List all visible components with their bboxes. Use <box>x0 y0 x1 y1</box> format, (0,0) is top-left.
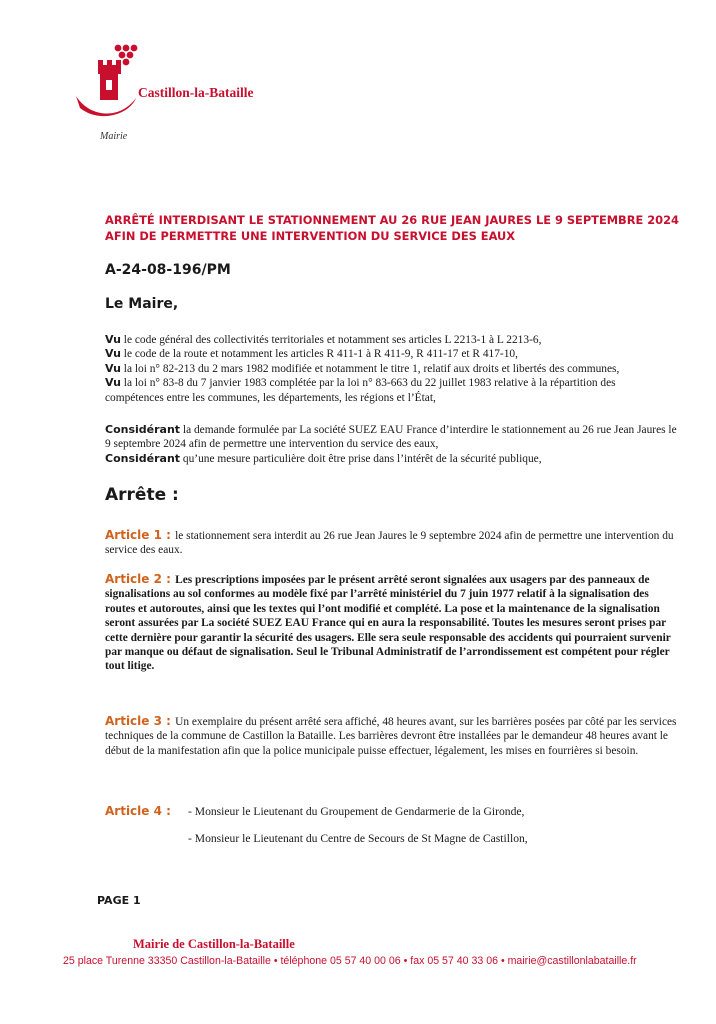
article-1-label: Article 1 <box>105 528 162 542</box>
decree-reference: A-24-08-196/PM <box>105 262 231 278</box>
article-4-label: Article 4 <box>105 804 162 818</box>
article-3: Article 3 : Un exemplaire du présent arrêté sera affiché, 48 heures avant, sur les barrières posées par côté par les services techniques de la commune de Castillon la Bataille. Les barrières devront être installées par le demandeur 48 heures avant le début de la manifestation afin que la police municipale puisse effectuer, légalement, les mises en fourrières si besoin. <box>105 714 677 757</box>
article-2-label: Article 2 <box>105 572 162 586</box>
article-2: Article 2 : Les prescriptions imposées par le présent arrêté seront signalées aux usagers par des panneaux de signalisations au sol conformes au modèle fixé par l’arrêté ministériel du 7 juin 1977 relatif à la signalisation des routes et autoroutes, ainsi que les textes qui l’ont modifié et complété. La pose et la maintenance de la signalisation seront assurées par La société SUEZ EAU France qui en aura la responsabilité. Toutes les mesures seront prises par cette dernière pour garantir la sécurité des usagers. Elle sera seule responsable des accidents qui pourraient survenir par manque ou défaut de signalisation. Seul le Tribunal Administratif de l’arrondissement est compétent pour régler tout litige. <box>105 572 671 673</box>
visa-line: Vu le code général des collectivités territoriales et notamment ses articles L 2213-1 à L 2213-6, <box>105 333 542 346</box>
consideration-line: Considérant qu’une mesure particulière doit être prise dans l’intérêt de la sécurité publique, <box>105 451 542 465</box>
consideration-line: Considérant la demande formulée par La société SUEZ EAU France d’interdire le stationnement au 26 rue Jean Jaures le 9 septembre 2024 afin de permettre une intervention du service des eaux, <box>105 423 677 451</box>
page-number: PAGE 1 <box>97 894 141 907</box>
footer-mairie-name: Mairie de Castillon-la-Bataille <box>133 937 295 951</box>
decree-title: ARRÊTÉ INTERDISANT LE STATIONNEMENT AU 26 RUE JEAN JAURES LE 9 SEPTEMBRE 2024 AFIN DE PERMETTRE UNE INTERVENTION DU SERVICE DES EAUX <box>105 213 679 243</box>
article-3-label: Article 3 <box>105 714 162 728</box>
logo-mairie-label: Mairie <box>100 131 128 142</box>
article-3-text: Un exemplaire du présent arrêté sera affiché, 48 heures avant, sur les barrières posées par côté par les services techniques de la commune de Castillon la Bataille. Les barrières devront être installées par le demandeur 48 heures avant le début de la manifestation afin que la police municipale puisse effectuer, légalement, les mises en fourrières si besoin. <box>105 716 677 757</box>
castle-logo-icon <box>70 38 150 128</box>
footer-address: 25 place Turenne 33350 Castillon-la-Bataille • téléphone 05 57 40 00 06 • fax 05 57 40 33 06 • mairie@castillonlabataille.fr <box>63 955 637 967</box>
decree-heading: Arrête : <box>105 485 179 505</box>
visa-line: Vu la loi n° 82-213 du 2 mars 1982 modifiée et notamment le titre 1, relatif aux droits et libertés des communes, <box>105 361 620 375</box>
article-4-item: - Monsieur le Lieutenant du Centre de Secours de St Magne de Castillon, <box>188 832 528 845</box>
article-1: Article 1 : le stationnement sera interdit au 26 rue Jean Jaures le 9 septembre 2024 afin de permettre une intervention du service des eaux. <box>105 528 674 557</box>
visa-line: Vu la loi n° 83-8 du 7 janvier 1983 complétée par la loi n° 83-663 du 22 juillet 1983 relative à la répartition des compétences entre les communes, les départements, les régions et l’État, <box>105 376 616 404</box>
authority-heading: Le Maire, <box>105 296 179 312</box>
visa-line: Vu le code de la route et notamment les articles R 411-1 à R 411-9, R 411-17 et R 417-10, <box>105 347 518 361</box>
article-4-label-wrap: Article 4 : <box>105 804 171 818</box>
article-2-text: Les prescriptions imposées par le présent arrêté seront signalées aux usagers par des panneaux de signalisations au sol conformes au modèle fixé par l’arrêté ministériel du 7 juin 1977 relatif à la signalisation des routes et autoroutes, ainsi que les textes qui l’ont modifié et complété. La pose et la maintenance de la signalisation seront assurées par La société SUEZ EAU France qui en aura la responsabilité. Toutes les mesures seront prises par cette dernière pour garantir la sécurité des usagers. Elle sera seule responsable des accidents qui pourraient survenir par manque ou défaut de signalisation. Seul le Tribunal Administratif de l’arrondissement est compétent pour régler tout litige. <box>105 574 671 673</box>
article-4-item: - Monsieur le Lieutenant du Groupement de Gendarmerie de la Gironde, <box>188 805 525 818</box>
logo-town-name: Castillon-la-Bataille <box>138 85 254 100</box>
visas-block <box>105 333 677 405</box>
considerations-block <box>105 423 677 466</box>
article-1-text: le stationnement sera interdit au 26 rue Jean Jaures le 9 septembre 2024 afin de permettre une intervention du service des eaux. <box>105 530 674 557</box>
